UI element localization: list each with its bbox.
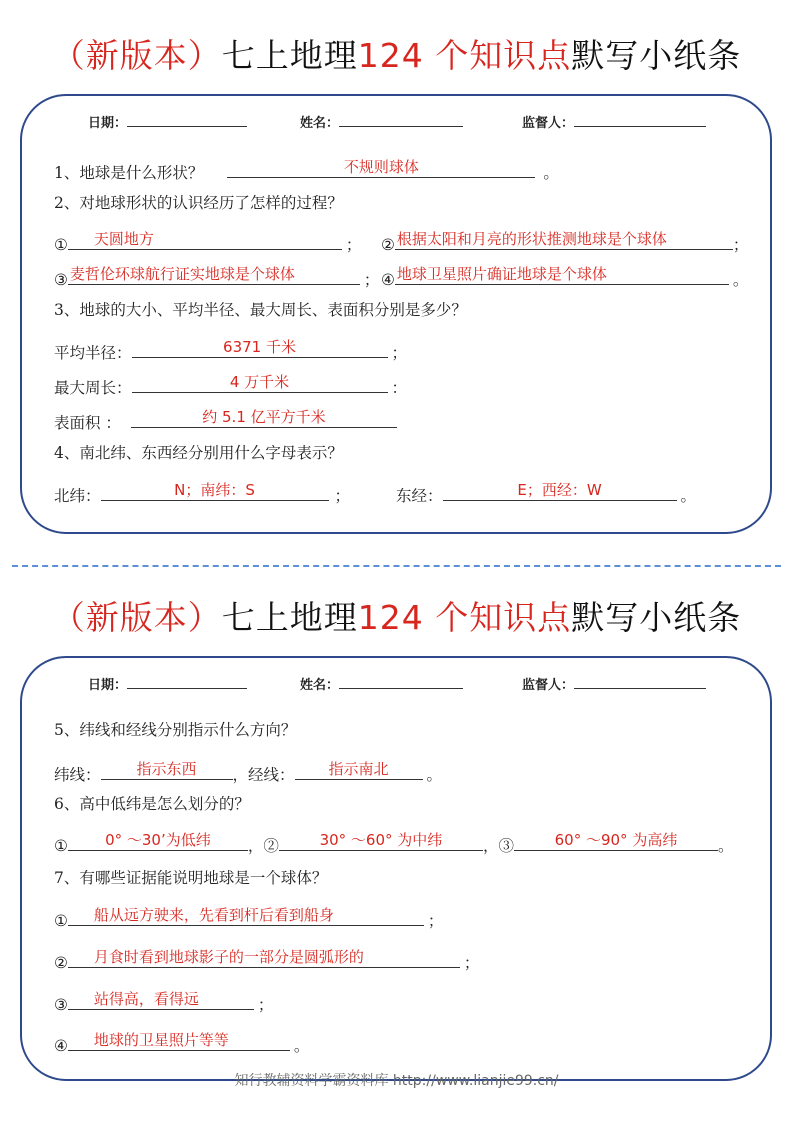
question-7-line-4	[54, 1030, 309, 1057]
cut-line	[12, 565, 781, 567]
separator: 。	[426, 766, 443, 784]
answer-2-2[interactable]: 根据太阳和月亮的形状推测地球是个球体	[395, 229, 733, 250]
header-row-1	[88, 112, 247, 135]
supervisor-label: 监督人：	[522, 678, 575, 693]
title-prefix: （新版本）	[51, 598, 222, 637]
north-label: 北纬：	[54, 487, 101, 505]
separator: 。	[293, 1037, 310, 1055]
answer-2-4[interactable]: 地球卫星照片确证地球是个球体	[395, 264, 729, 285]
answer-7-4[interactable]: 地球的卫星照片等等	[68, 1030, 290, 1051]
question-7-line-2	[54, 947, 479, 974]
question-2-line-1b	[381, 229, 748, 256]
marker-6-3: ③	[498, 837, 514, 855]
answer-3-circumference[interactable]: 4 万千米	[132, 372, 388, 393]
question-7-line-3	[54, 989, 273, 1016]
marker-2-4: ④	[381, 271, 395, 289]
area-label: 表面积 ：	[54, 414, 121, 432]
separator: ；	[334, 487, 351, 505]
radius-label: 平均半径：	[54, 344, 132, 362]
supervisor-field[interactable]	[574, 674, 706, 689]
separator: ，	[247, 837, 264, 855]
question-2-line-2b	[381, 264, 748, 291]
answer-5-longitude[interactable]: 指示南北	[295, 759, 423, 780]
question-4	[54, 442, 343, 464]
marker-7-4: ④	[54, 1037, 68, 1055]
question-2-line-1	[54, 229, 361, 256]
answer-5-latitude[interactable]: 指示东西	[101, 759, 233, 780]
answer-6-mid[interactable]: 30° ～60° 为中纬	[279, 830, 483, 851]
marker-6-1: ①	[54, 837, 68, 855]
answer-6-low[interactable]: 0° ～30’为低纬	[68, 830, 248, 851]
separator: ；	[732, 236, 749, 254]
answer-6-high[interactable]: 60° ～90° 为高纬	[514, 830, 718, 851]
question-4-line	[54, 480, 350, 507]
separator: ；	[427, 912, 444, 930]
question-2-text: 2、对地球形状的认识经历了怎样的过程？	[54, 194, 343, 212]
title-middle-a: 七上地理	[221, 36, 358, 75]
question-3-text: 3、地球的大小、平均半径、最大周长、表面积分别是多少？	[54, 301, 467, 319]
date-field[interactable]	[127, 112, 247, 127]
name-label: 姓名：	[300, 116, 340, 131]
latitude-line-label: 纬线：	[54, 766, 101, 784]
longitude-line-label: ，经线：	[232, 766, 295, 784]
separator: ；	[345, 236, 362, 254]
answer-2-3[interactable]: 麦哲伦环球航行证实地球是个球体	[68, 264, 360, 285]
question-1	[54, 157, 559, 184]
answer-4-latitude[interactable]: N；南纬：S	[101, 480, 329, 501]
answer-7-2[interactable]: 月食时看到地球影子的一部分是圆弧形的	[68, 947, 460, 968]
question-6-line	[54, 830, 733, 857]
answer-4-longitude[interactable]: E；西经：W	[443, 480, 677, 501]
question-2	[54, 192, 343, 214]
marker-2-3: ③	[54, 271, 68, 289]
title-suffix: 默写小纸条	[571, 36, 742, 75]
answer-7-3[interactable]: 站得高，看得远	[68, 989, 254, 1010]
question-6	[54, 793, 250, 815]
name-field[interactable]	[339, 112, 463, 127]
question-6-text: 6、高中低纬是怎么划分的？	[54, 795, 250, 813]
name-row-2	[300, 674, 463, 697]
separator: ；	[463, 954, 480, 972]
east-label: 东经：	[396, 487, 443, 505]
question-7-text: 7、有哪些证据能说明地球是一个球体？	[54, 869, 328, 887]
date-label: 日期：	[88, 678, 128, 693]
marker-6-2: ②	[263, 837, 279, 855]
title-middle-b: 124 个知识点	[357, 36, 572, 75]
footer-watermark: 知行教辅资料学霸资料库 http://www.lianjie99.cn/	[234, 1073, 559, 1089]
separator: 。	[732, 271, 749, 289]
question-4-text: 4、南北纬、东西经分别用什么字母表示？	[54, 444, 343, 462]
question-3-line-3	[54, 407, 397, 434]
separator: ：	[391, 379, 408, 397]
name-field[interactable]	[339, 674, 463, 689]
date-label: 日期：	[88, 116, 128, 131]
separator: ；	[257, 996, 274, 1014]
question-7-line-1	[54, 905, 443, 932]
circumference-label: 最大周长：	[54, 379, 132, 397]
question-5-text: 5、纬线和经线分别指示什么方向？	[54, 721, 297, 739]
name-label: 姓名：	[300, 678, 340, 693]
marker-7-3: ③	[54, 996, 68, 1014]
question-2-line-2	[54, 264, 379, 291]
header-row-2	[88, 674, 247, 697]
separator: ，	[482, 837, 499, 855]
question-1-end: 。	[543, 164, 559, 182]
question-3	[54, 299, 467, 321]
question-3-line-1	[54, 337, 407, 364]
question-7	[54, 867, 327, 889]
answer-3-area[interactable]: 约 5.1 亿平方千米	[131, 407, 397, 428]
title-middle-b: 124 个知识点	[357, 598, 572, 637]
question-1-text: 1、地球是什么形状？	[54, 164, 204, 182]
supervisor-row-2	[522, 674, 706, 697]
page-title	[0, 34, 793, 78]
separator: 。	[680, 487, 697, 505]
separator: 。	[717, 837, 734, 855]
question-4-line-b	[396, 480, 696, 507]
marker-7-2: ②	[54, 954, 68, 972]
question-3-line-2	[54, 372, 407, 399]
title-middle-a: 七上地理	[221, 598, 358, 637]
title-suffix: 默写小纸条	[571, 598, 742, 637]
separator: ；	[363, 271, 380, 289]
question-5	[54, 719, 296, 741]
answer-7-1[interactable]: 船从远方驶来，先看到杆后看到船身	[68, 905, 424, 926]
separator: ；	[391, 344, 408, 362]
supervisor-row-1	[522, 112, 706, 135]
marker-2-1: ①	[54, 236, 68, 254]
date-field[interactable]	[127, 674, 247, 689]
marker-7-1: ①	[54, 912, 68, 930]
question-5-line	[54, 759, 442, 786]
page-title-2	[0, 596, 793, 640]
supervisor-label: 监督人：	[522, 116, 575, 131]
answer-1[interactable]: 不规则球体	[227, 157, 535, 178]
supervisor-field[interactable]	[574, 112, 706, 127]
title-prefix: （新版本）	[51, 36, 222, 75]
answer-2-1[interactable]: 天圆地方	[68, 229, 342, 250]
name-row-1	[300, 112, 463, 135]
answer-3-radius[interactable]: 6371 千米	[132, 337, 388, 358]
marker-2-2: ②	[381, 236, 395, 254]
